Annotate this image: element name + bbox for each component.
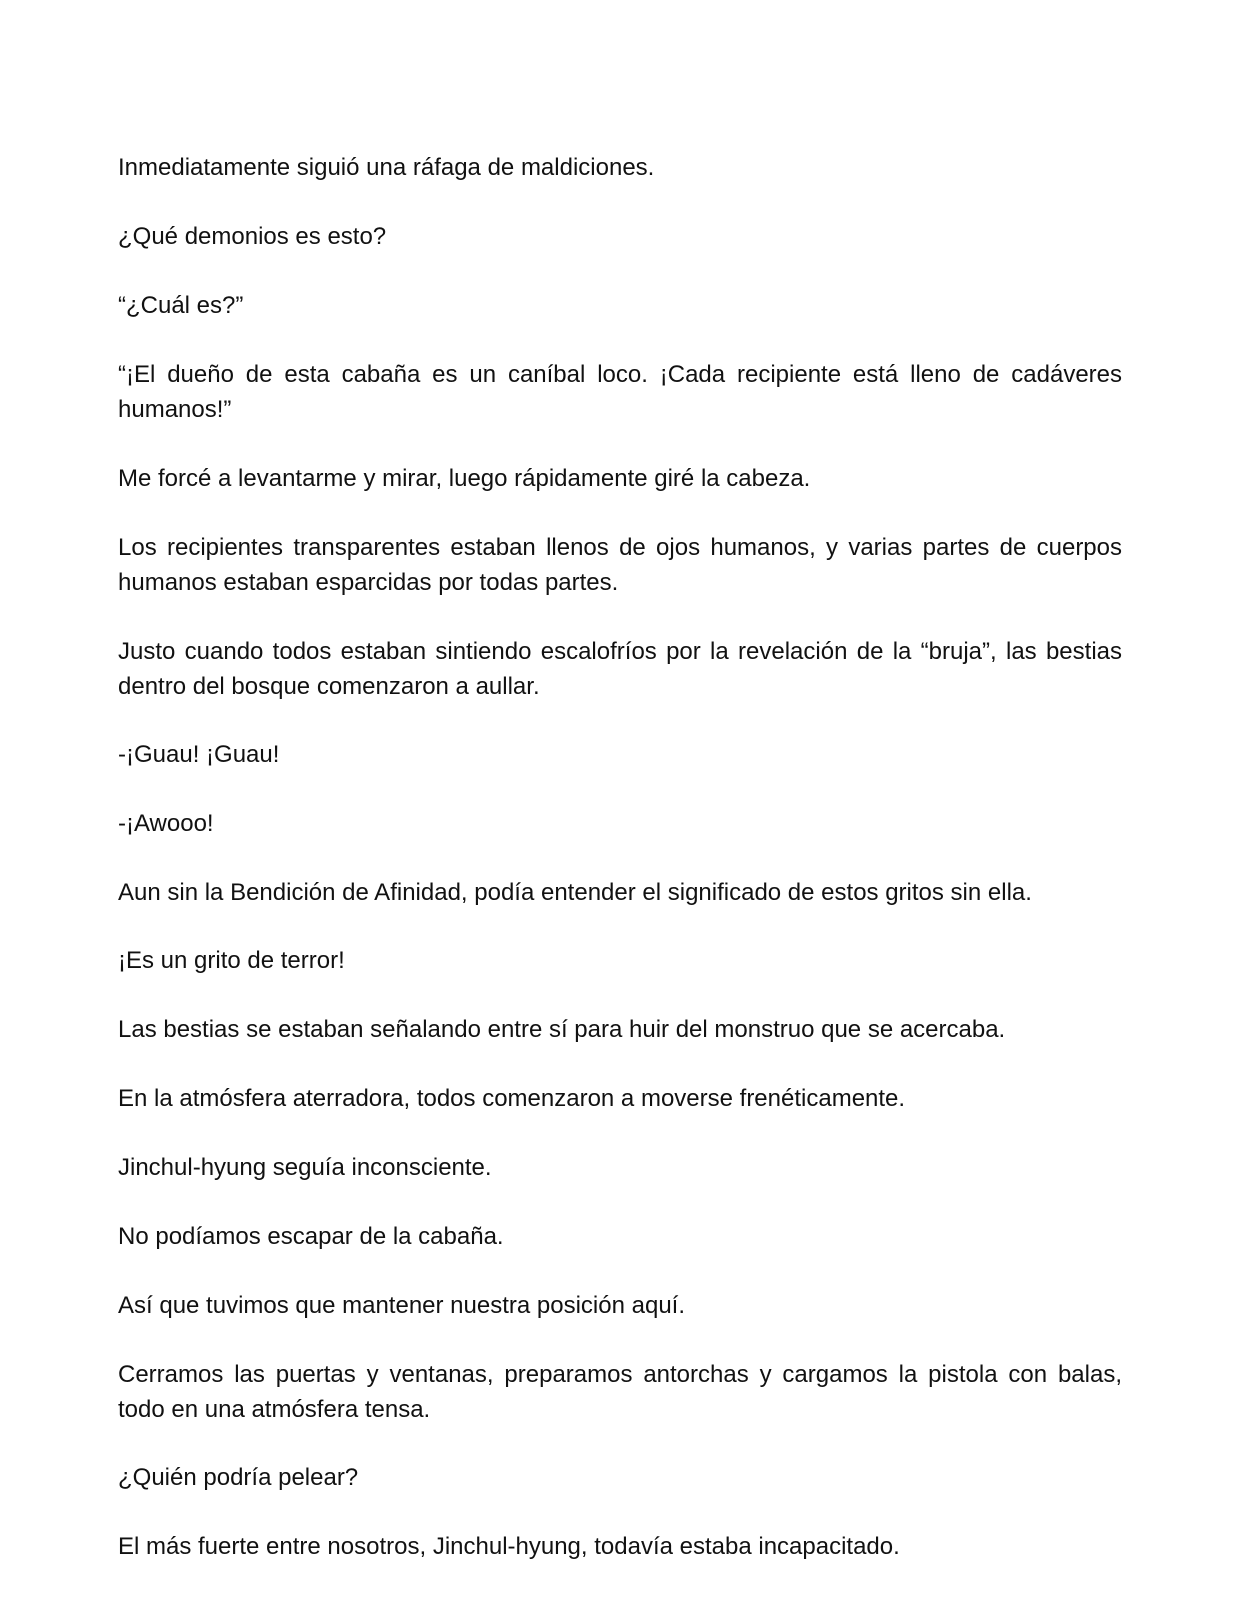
paragraph: Cerramos las puertas y ventanas, preparamos antorchas y cargamos la pistola con balas, todo en una atmósfera tensa. xyxy=(118,1361,1122,1423)
paragraph: ¿Qué demonios es esto? xyxy=(118,223,387,250)
paragraph: Jinchul-hyung seguía inconsciente. xyxy=(118,1154,492,1181)
paragraph: Inmediatamente siguió una ráfaga de maldiciones. xyxy=(118,154,655,181)
paragraph: No podíamos escapar de la cabaña. xyxy=(118,1223,504,1250)
paragraph: El más fuerte entre nosotros, Jinchul-hyung, todavía estaba incapacitado. xyxy=(118,1533,900,1560)
paragraph: “¡El dueño de esta cabaña es un caníbal loco. ¡Cada recipiente está lleno de cadáveres humanos!” xyxy=(118,361,1122,423)
paragraph: Me forcé a levantarme y mirar, luego rápidamente giré la cabeza. xyxy=(118,465,811,492)
paragraph: Los recipientes transparentes estaban llenos de ojos humanos, y varias partes de cuerpos humanos estaban esparcidas por todas partes. xyxy=(118,534,1122,596)
paragraph: Justo cuando todos estaban sintiendo escalofríos por la revelación de la “bruja”, las bestias dentro del bosque comenzaron a aullar. xyxy=(118,638,1122,700)
paragraph: Aun sin la Bendición de Afinidad, podía entender el significado de estos gritos sin ella. xyxy=(118,879,1032,906)
paragraph: “¿Cuál es?” xyxy=(118,292,244,319)
paragraph: -¡Awooo! xyxy=(118,810,214,837)
paragraph: Las bestias se estaban señalando entre sí para huir del monstruo que se acercaba. xyxy=(118,1016,1006,1043)
paragraph: Así que tuvimos que mantener nuestra posición aquí. xyxy=(118,1292,685,1319)
paragraph: ¿Quién podría pelear? xyxy=(118,1464,359,1491)
paragraph: ¡Es un grito de terror! xyxy=(118,947,345,974)
paragraph: En la atmósfera aterradora, todos comenzaron a moverse frenéticamente. xyxy=(118,1085,906,1112)
paragraph: -¡Guau! ¡Guau! xyxy=(118,741,280,768)
